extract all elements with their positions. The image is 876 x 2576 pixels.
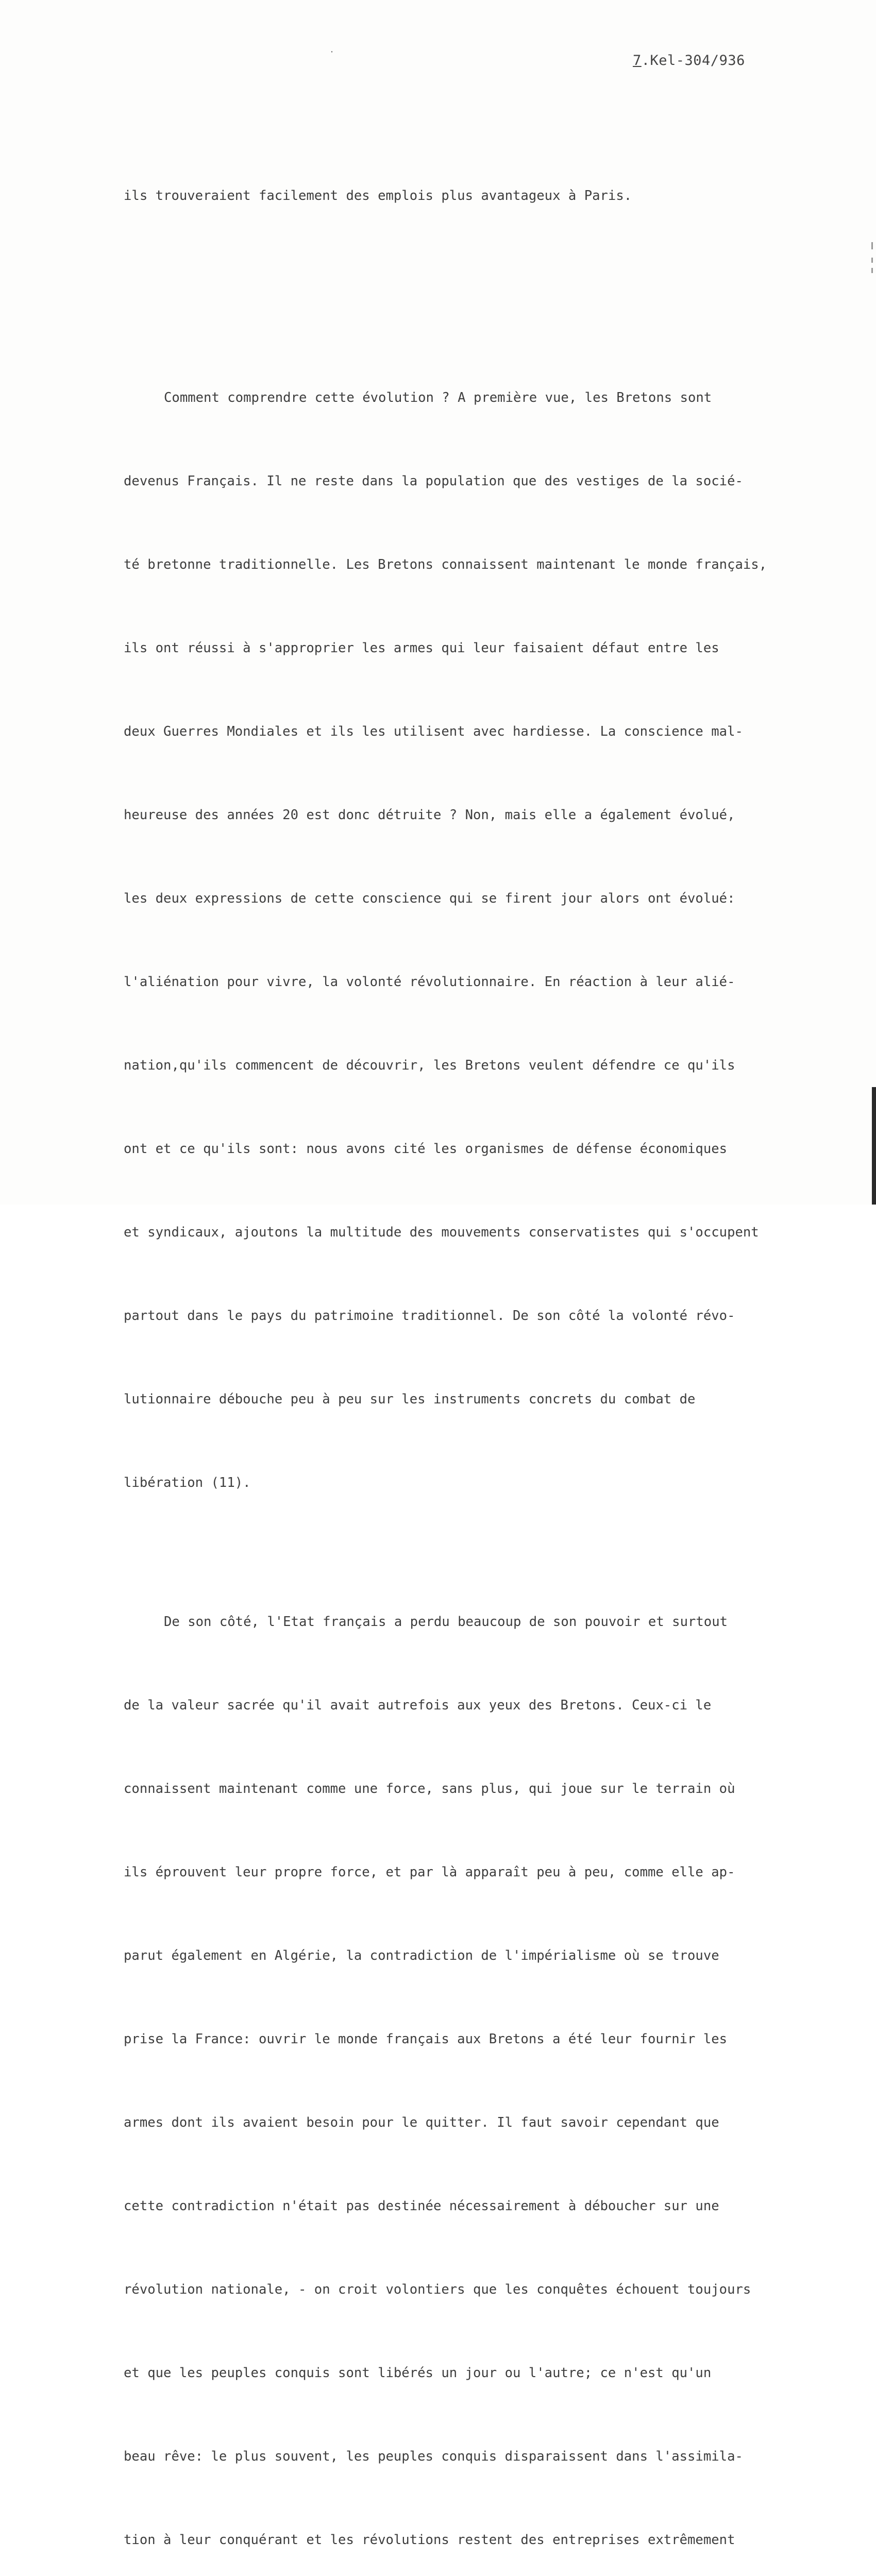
text-line: lutionnaire débouche peu à peu sur les instruments concrets du combat de [124, 1392, 696, 1407]
text-line: ont et ce qu'ils sont: nous avons cité les organismes de défense économiques [124, 1141, 728, 1157]
text-line: ils trouveraient facilement des emplois plus avantageux à Paris. [124, 188, 632, 204]
reference-code: .Kel-304/936 [641, 53, 745, 69]
text-line: et syndicaux, ajoutons la multitude des mouvements conservatistes qui s'occupent [124, 1225, 759, 1240]
text-line: connaissent maintenant comme une force, sans plus, qui joue sur le terrain où [124, 1781, 735, 1797]
text-line: armes dont ils avaient besoin pour le quitter. Il faut savoir cependant que [124, 2115, 719, 2130]
text-line: nation,qu'ils commencent de découvrir, les Bretons veulent défendre ce qu'ils [124, 1058, 735, 1073]
text-line: cette contradiction n'était pas destinée nécessairement à déboucher sur une [124, 2198, 719, 2214]
text-line: beau rêve: le plus souvent, les peuples conquis disparaissent dans l'assimila- [124, 2449, 743, 2464]
text-line: libération (11). [124, 1475, 251, 1490]
text-line: de la valeur sacrée qu'il avait autrefois aux yeux des Bretons. Ceux-ci le [124, 1698, 712, 1713]
text-line: deux Guerres Mondiales et ils les utilisent avec hardiesse. La conscience mal- [124, 724, 743, 739]
text-line: té bretonne traditionnelle. Les Bretons connaissent maintenant le monde français, [124, 557, 767, 572]
stray-mark: ˙ [329, 49, 335, 62]
margin-mark [871, 268, 873, 273]
text-line [124, 1608, 773, 1636]
text-line: l'aliénation pour vivre, la volonté révolutionnaire. En réaction à leur alié- [124, 974, 735, 990]
text-line: ils ont réussi à s'approprier les armes qui leur faisaient défaut entre les [124, 640, 719, 656]
document-reference [633, 53, 745, 69]
paragraph-gap [124, 265, 773, 273]
document-body [124, 98, 773, 2576]
text-line: et que les peuples conquis sont libérés un jour ou l'autre; ce n'est qu'un [124, 2365, 712, 2381]
text-line [124, 384, 773, 412]
text-line: devenus Français. Il ne reste dans la population que des vestiges de la socié- [124, 473, 743, 489]
text-line: les deux expressions de cette conscience qui se firent jour alors ont évolué: [124, 891, 735, 906]
text-line: ils éprouvent leur propre force, et par là apparaît peu à peu, comme elle ap- [124, 1865, 735, 1880]
text-line-content: Comment comprendre cette évolution ? A première vue, les Bretons sont [164, 390, 712, 405]
margin-mark [871, 242, 873, 249]
text-line: prise la France: ouvrir le monde français aux Bretons a été leur fournir les [124, 2031, 728, 2047]
text-line-content: De son côté, l'Etat français a perdu beaucoup de son pouvoir et surtout [164, 1614, 728, 1630]
scan-edge-shadow [872, 1087, 876, 1205]
text-line: tion à leur conquérant et les révolutions restent des entreprises extrêmement [124, 2532, 735, 2548]
text-line: heureuse des années 20 est donc détruite ? Non, mais elle a également évolué, [124, 807, 735, 823]
text-line: parut également en Algérie, la contradiction de l'impérialisme où se trouve [124, 1948, 719, 1963]
margin-mark [871, 258, 873, 263]
text-line: révolution nationale, - on croit volontiers que les conquêtes échouent toujours [124, 2282, 751, 2297]
reference-prefix: 7 [633, 53, 642, 69]
text-line: partout dans le pays du patrimoine traditionnel. De son côté la volonté révo- [124, 1308, 735, 1324]
